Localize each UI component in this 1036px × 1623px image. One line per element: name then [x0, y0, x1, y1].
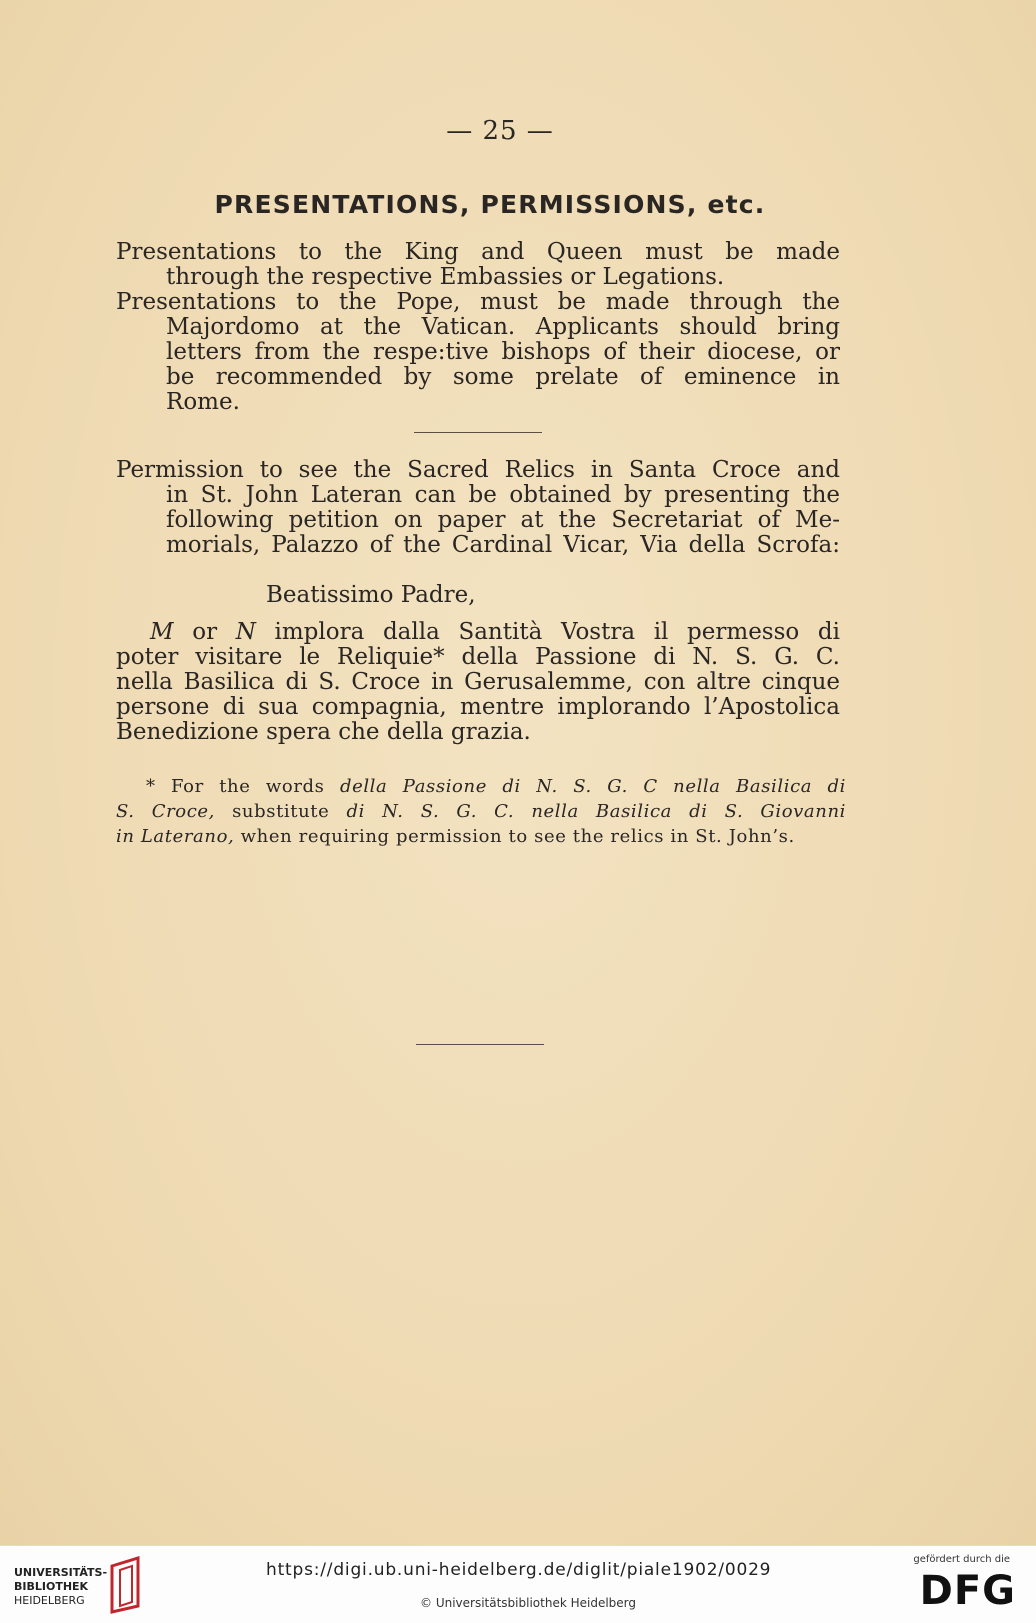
text-line: through the respective Embassies or Legations.	[166, 264, 725, 290]
section-divider	[414, 432, 542, 433]
footnote-line	[116, 824, 846, 849]
footnote-line	[116, 774, 846, 799]
page-number: — 25 —	[446, 116, 554, 146]
petition-line-rest: implora dalla Santità Vostra il permesso di	[274, 619, 840, 645]
text-line: nella Basilica di S. Croce in Gerusalemme, con altre cinque	[116, 669, 840, 695]
petitioner-m: M	[150, 619, 174, 645]
text-line: Presentations to the Pope, must be made through the	[116, 289, 840, 315]
library-name-line: BIBLIOTHEK	[14, 1580, 89, 1593]
salutation: Beatissimo Padre,	[266, 582, 476, 608]
paragraph-presentations-king	[116, 240, 840, 290]
footnote-text: * For the words	[146, 776, 325, 797]
end-divider	[416, 1044, 544, 1045]
footnote-italic: della Passione di N. S. G. C nella Basilica di	[339, 776, 847, 797]
footnote-text: substitute	[232, 801, 330, 822]
paragraph-presentations-pope	[116, 290, 840, 415]
text-line: following petition on paper at the Secretariat of Me-	[166, 507, 840, 533]
text-line	[116, 620, 840, 645]
digitization-footer	[0, 1545, 1036, 1623]
text-line: morials, Palazzo of the Cardinal Vicar, Via della Scrofa:	[166, 532, 840, 558]
page-heading: PRESENTATIONS, PERMISSIONS, etc.	[214, 190, 766, 219]
footnote	[116, 774, 846, 849]
footnote-text: when requiring permission to see the relics in St. John’s.	[240, 826, 795, 847]
footnote-italic: di N. S. G. C. nella Basilica di S. Giovanni	[346, 801, 847, 822]
text-line: Permission to see the Sacred Relics in Santa Croce and	[116, 457, 840, 483]
text-line: Presentations to the King and Queen must be made	[116, 239, 840, 265]
text-line: be recommended by some prelate of eminence in	[166, 364, 840, 390]
library-mark-icon	[108, 1556, 146, 1614]
permalink-url[interactable]: https://digi.ub.uni-heidelberg.de/diglit/piale1902/0029	[266, 1560, 772, 1580]
text-line: Benedizione spera che della grazia.	[116, 719, 531, 745]
library-name-line: UNIVERSITÄTS-	[14, 1566, 108, 1579]
text-line: Rome.	[166, 389, 240, 415]
paragraph-relics-permission	[116, 458, 840, 558]
petitioner-n: N	[235, 619, 256, 645]
text-line: poter visitare le Reliquie* della Passione di N. S. G. C.	[116, 644, 840, 670]
footnote-italic: in Laterano,	[116, 826, 235, 847]
footnote-line	[116, 799, 846, 824]
library-logo-text	[14, 1566, 107, 1608]
funding-text: gefördert durch die	[913, 1554, 1010, 1565]
text-line: persone di sua compagnia, mentre implorando l’Apostolica	[116, 694, 840, 720]
library-name-line: HEIDELBERG	[14, 1594, 85, 1607]
text-line: Majordomo at the Vatican. Applicants should bring	[166, 314, 840, 340]
copyright-text: © Universitätsbibliothek Heidelberg	[420, 1596, 637, 1610]
word-or: or	[192, 619, 218, 645]
text-line: letters from the respe:tive bishops of their diocese, or	[166, 339, 840, 365]
text-line: in St. John Lateran can be obtained by presenting the	[166, 482, 840, 508]
footnote-italic: S. Croce,	[116, 801, 215, 822]
dfg-logo: DFG	[919, 1568, 1016, 1614]
petition-text	[116, 620, 840, 745]
